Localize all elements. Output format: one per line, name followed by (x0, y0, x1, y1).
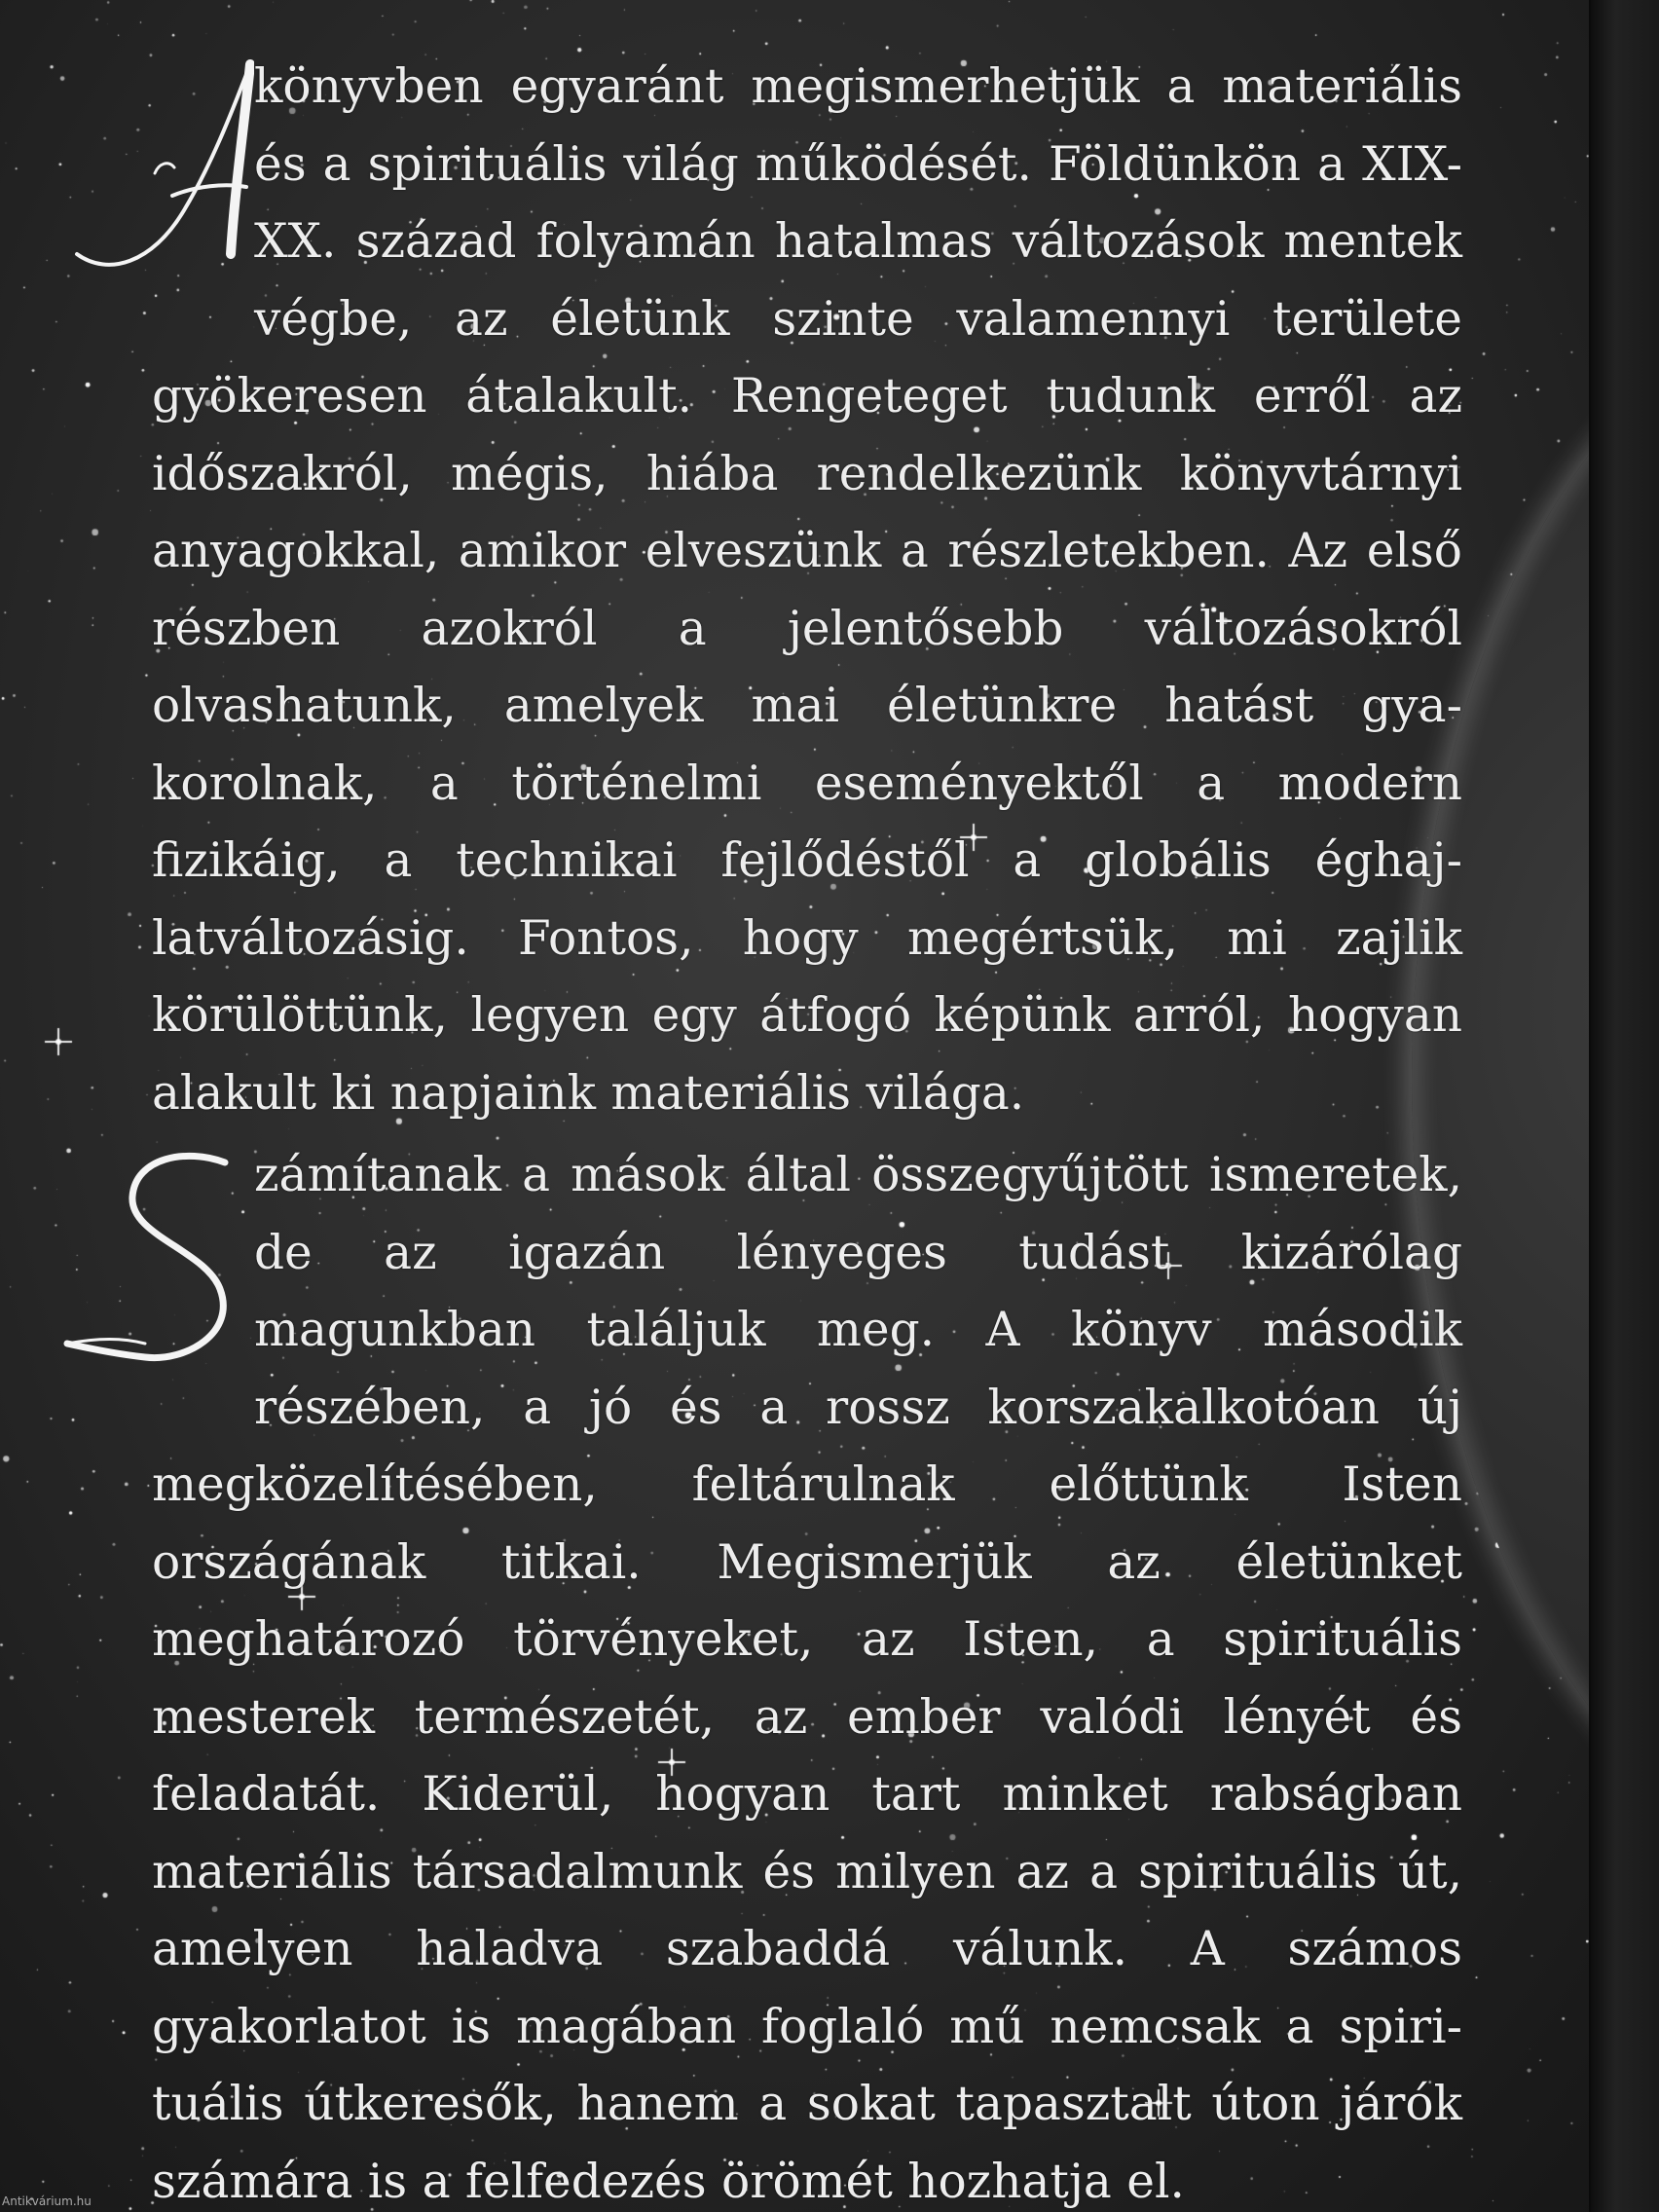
blurb-paragraph-2 (152, 1137, 1462, 2212)
drop-cap-s (59, 1143, 254, 1375)
drop-cap-a (59, 55, 254, 286)
blurb-paragraph-1 (152, 49, 1462, 1132)
blurb-paragraph-2-text: zámítanak a mások által összegyűjtött ismeretek, de az igazán lényeges tudást kizárólag magunkban találjuk meg. A könyv második részében, a jó és a rossz korszakalkotóan új megközelítésében, feltárulnak előttünk Isten országának titkai. Megismerjük az életünket meghatározó törvényeket, az Isten, a spirituális mesterek természetét, az ember valódi lényét és feladatát. Kiderül, hogyan tart minket rabságban materiális társadalmunk és milyen az a spirituális út, amelyen haladva szabaddá válunk. A számos gyakorlatot is magában foglaló mű nemcsak a spirituális útkeresők, hanem a sokat tapasztalt úton járók számára is a felfedezés örömét hozhatja el. (152, 1148, 1462, 2209)
watermark: Antikvárium.hu (2, 2194, 92, 2208)
book-spine-edge (1589, 0, 1659, 2212)
blurb-paragraph-1-text: könyvben egyaránt megismerhetjük a materiális és a spirituális világ működését. Földünkön a XIX-XX. század folyamán hatalmas változások mentek végbe, az életünk szinte valamennyi területe gyökeresen átalakult. Rengeteget tudunk erről az időszakról, mégis, hiába rendelkezünk könyvtárnyi anyagokkal, amikor elveszünk a részletekben. Az első részben azokról a jelentősebb változásokról olvashatunk, amelyek mai életünkre hatást gyakorolnak, a történelmi eseményektől a modern fizikáig, a technikai fejlődéstől a globális éghajlatváltozásig. Fontos, hogy megértsük, mi zajlik körülöttünk, legyen egy átfogó képünk arról, hogyan alakult ki napjaink materiális világa. (152, 59, 1462, 1121)
